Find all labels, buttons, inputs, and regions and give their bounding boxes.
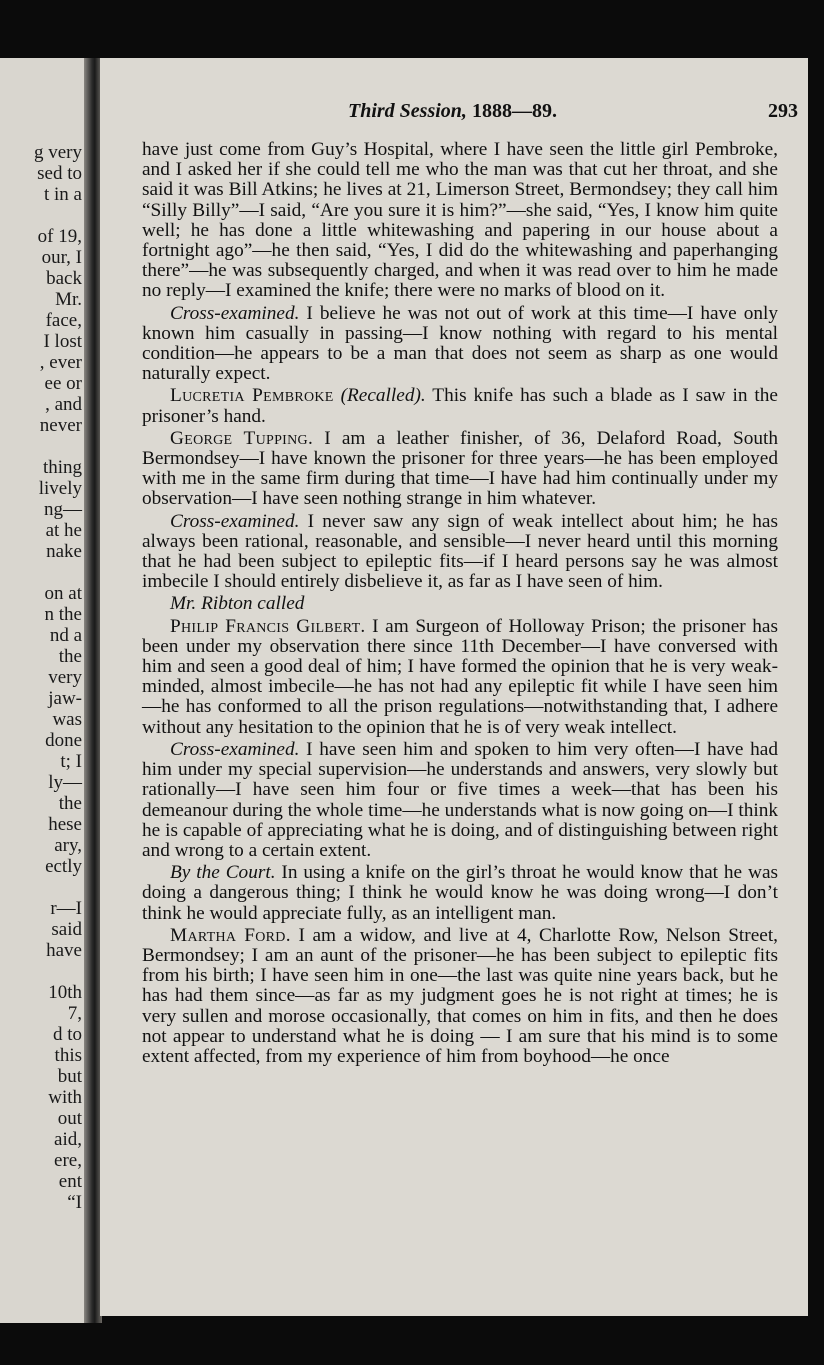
running-head-years: 1888—89. xyxy=(466,100,557,122)
left-page-fragment: Mr. xyxy=(55,289,82,310)
left-page-fragment: ee or xyxy=(44,373,82,394)
paragraph-p9 xyxy=(142,863,778,924)
left-page-fragment: on at xyxy=(44,583,82,604)
paragraph-text: I believe he was not out of work at this time—I have only known him casually in passing—I know nothing with regard to his mental condition—he appears to be a man that does not seem as sharp as one would naturally expect. xyxy=(142,302,778,385)
speaker-label: Martha Ford. xyxy=(170,924,291,946)
left-page-fragment: ary, xyxy=(54,835,82,856)
speaker-label: Philip Francis Gilbert. xyxy=(170,615,366,637)
left-page-fragment: 10th xyxy=(48,982,82,1003)
right-page xyxy=(100,58,808,1316)
page-header xyxy=(100,100,808,124)
paragraph-text: have just come from Guy’s Hospital, where I have seen the little girl Pembroke, and I asked her if she could tell me who the man was that cut her throat, and she said it was Bill Atkins; he lives at 21, Limerson Street, Bermondsey; they call him “Silly Billy”—I said, “Are you sure it is him?”—she said, “Yes, I know him quite well; he has done a little whitewashing and papering in our house about a fortnight ago”—he then said, “Yes, I did do the whitewashing and paperhanging there”—he was subsequently charged, and when it was read over to him he made no reply—I examined the knife; there were no marks of blood on it. xyxy=(142,139,778,302)
left-page-fragment: nake xyxy=(46,541,82,562)
left-page-fragment: this xyxy=(54,1045,82,1066)
paragraph-p4 xyxy=(142,429,778,510)
paragraph-text: I am a leather finisher, of 36, Delaford Road, South Bermondsey—I have known the prisoner for three years—he has been employed with me in the same firm during that time—I have had him continually under my observation—I have seen nothing strange in him whatever. xyxy=(142,427,778,510)
left-page-fragment: said xyxy=(51,919,82,940)
running-head xyxy=(348,100,557,123)
left-page-fragment: ectly xyxy=(45,856,82,877)
left-page-fragment: our, I xyxy=(41,247,82,268)
left-page-fragment: r—I xyxy=(50,898,82,919)
left-page-fragment: g very xyxy=(33,142,82,163)
left-page-fragment: with xyxy=(48,1087,82,1108)
speaker-label: George Tupping. xyxy=(170,427,314,449)
paragraph-text: I have seen him and spoken to him very often—I have had him under my special supervision—he understands and answers, very slowly but rationally—I have seen him four or five times a week—that has been his demeanour during the whole time—he understands what is now going on—I think he is capable of appreciating what he is doing, and of distinguishing between right and wrong to a certain extent. xyxy=(142,738,778,861)
left-page-fragment: I lost xyxy=(43,331,82,352)
left-page-fragment: , ever xyxy=(39,352,82,373)
left-page-fragment: the xyxy=(58,793,82,814)
left-page-fragment: , and xyxy=(45,394,82,415)
body-text xyxy=(142,140,778,1069)
speaker-label: Cross-examined. xyxy=(170,738,300,760)
left-page-fragment: ly— xyxy=(48,772,82,793)
paragraph-text: I am Surgeon of Holloway Prison; the prisoner has been under my observation there since 11th December—I have conversed with him and seen a good deal of him; I have formed the opinion that he is very weak-minded, almost imbecile—he has not had any epileptic fit while I have seen him—he has conformed to all the prison regulations—notwithstanding that, I adhere without any hesitation to the opinion that he is of very weak intellect. xyxy=(142,615,778,738)
left-page-fragment: d to xyxy=(52,1024,82,1045)
left-page-fragment: nd a xyxy=(49,625,82,646)
left-page-fragment: t; I xyxy=(60,751,82,772)
left-page-fragment: but xyxy=(57,1066,82,1087)
paragraph-text: I am a widow, and live at 4, Charlotte Row, Nelson Street, Bermondsey; I am an aunt of the prisoner—he has been subject to epileptic fits from his birth; I have seen him in one—the last was quite nine years back, but he has had them since—as far as my judgment goes he is not right at times; he is very sullen and morose occasionally, that comes on him in fits, and then he does not appear to understand what he is doing — I am sure that his mind is to some extent affected, from my experience of him from boyhood—he once xyxy=(142,924,778,1067)
paragraph-p3 xyxy=(142,386,778,426)
left-page-fragment: ere, xyxy=(54,1150,82,1171)
left-page-fragment: “I xyxy=(67,1192,82,1213)
left-page-fragment: back xyxy=(46,268,82,289)
left-page-fragment: ng— xyxy=(44,499,82,520)
left-page-fragment: at he xyxy=(45,520,82,541)
paragraph-p6 xyxy=(142,594,778,614)
speaker-label: Lucretia Pembroke xyxy=(170,385,334,407)
left-page-fragment: face, xyxy=(45,310,82,331)
left-page-fragment: aid, xyxy=(54,1129,82,1150)
running-head-session: Third Session, xyxy=(348,100,467,122)
left-page-edge xyxy=(0,58,86,1323)
speaker-label: Cross-examined. xyxy=(170,302,300,324)
left-page-fragment: ent xyxy=(58,1171,82,1192)
speaker-label: By the Court. xyxy=(170,862,276,884)
speaker-suffix: (Recalled). xyxy=(333,385,426,407)
left-page-fragment: very xyxy=(48,667,82,688)
left-page-fragment: the xyxy=(58,646,82,667)
left-page-fragment: jaw- xyxy=(48,688,82,709)
left-page-fragment: sed to xyxy=(37,163,82,184)
left-page-fragment: thing xyxy=(42,457,82,478)
left-page-fragment: 7, xyxy=(67,1003,82,1024)
left-page-fragment: never xyxy=(39,415,82,436)
paragraph-p10 xyxy=(142,926,778,1067)
paragraph-text: In using a knife on the girl’s throat he would know that he was doing a dangerous thing; I think he would know he was doing wrong—I don’t think he would appreciate fully, as an intelligent man. xyxy=(142,862,779,924)
left-page-fragment: t in a xyxy=(44,184,82,205)
left-page-fragment: lively xyxy=(38,478,82,499)
paragraph-text: I never saw any sign of weak intellect about him; he has always been rational, reasonable, and sensible—I never heard until this morning that he had been subject to epileptic fits—if I heard persons say he was almost imbecile I should entirely disbelieve it, as far as I have seen of him. xyxy=(142,510,778,593)
speaker-label: Cross-examined. xyxy=(170,510,300,532)
paragraph-p8 xyxy=(142,740,778,861)
left-page-fragment: was xyxy=(52,709,82,730)
paragraph-p7 xyxy=(142,617,778,738)
left-page-fragment: done xyxy=(45,730,82,751)
page-number: 293 xyxy=(768,100,798,122)
left-page-fragment: n the xyxy=(44,604,82,625)
left-page-fragment: of 19, xyxy=(37,226,82,247)
paragraph-text: This knife has such a blade as I saw in the prisoner’s hand. xyxy=(142,385,778,427)
paragraph-p5 xyxy=(142,512,778,593)
left-page-fragment: hese xyxy=(48,814,82,835)
left-page-fragment: out xyxy=(57,1108,82,1129)
paragraph-p2 xyxy=(142,304,778,385)
speaker-label: Mr. Ribton called xyxy=(170,593,305,615)
paragraph-p1 xyxy=(142,140,778,302)
left-page-fragment: have xyxy=(46,940,82,961)
